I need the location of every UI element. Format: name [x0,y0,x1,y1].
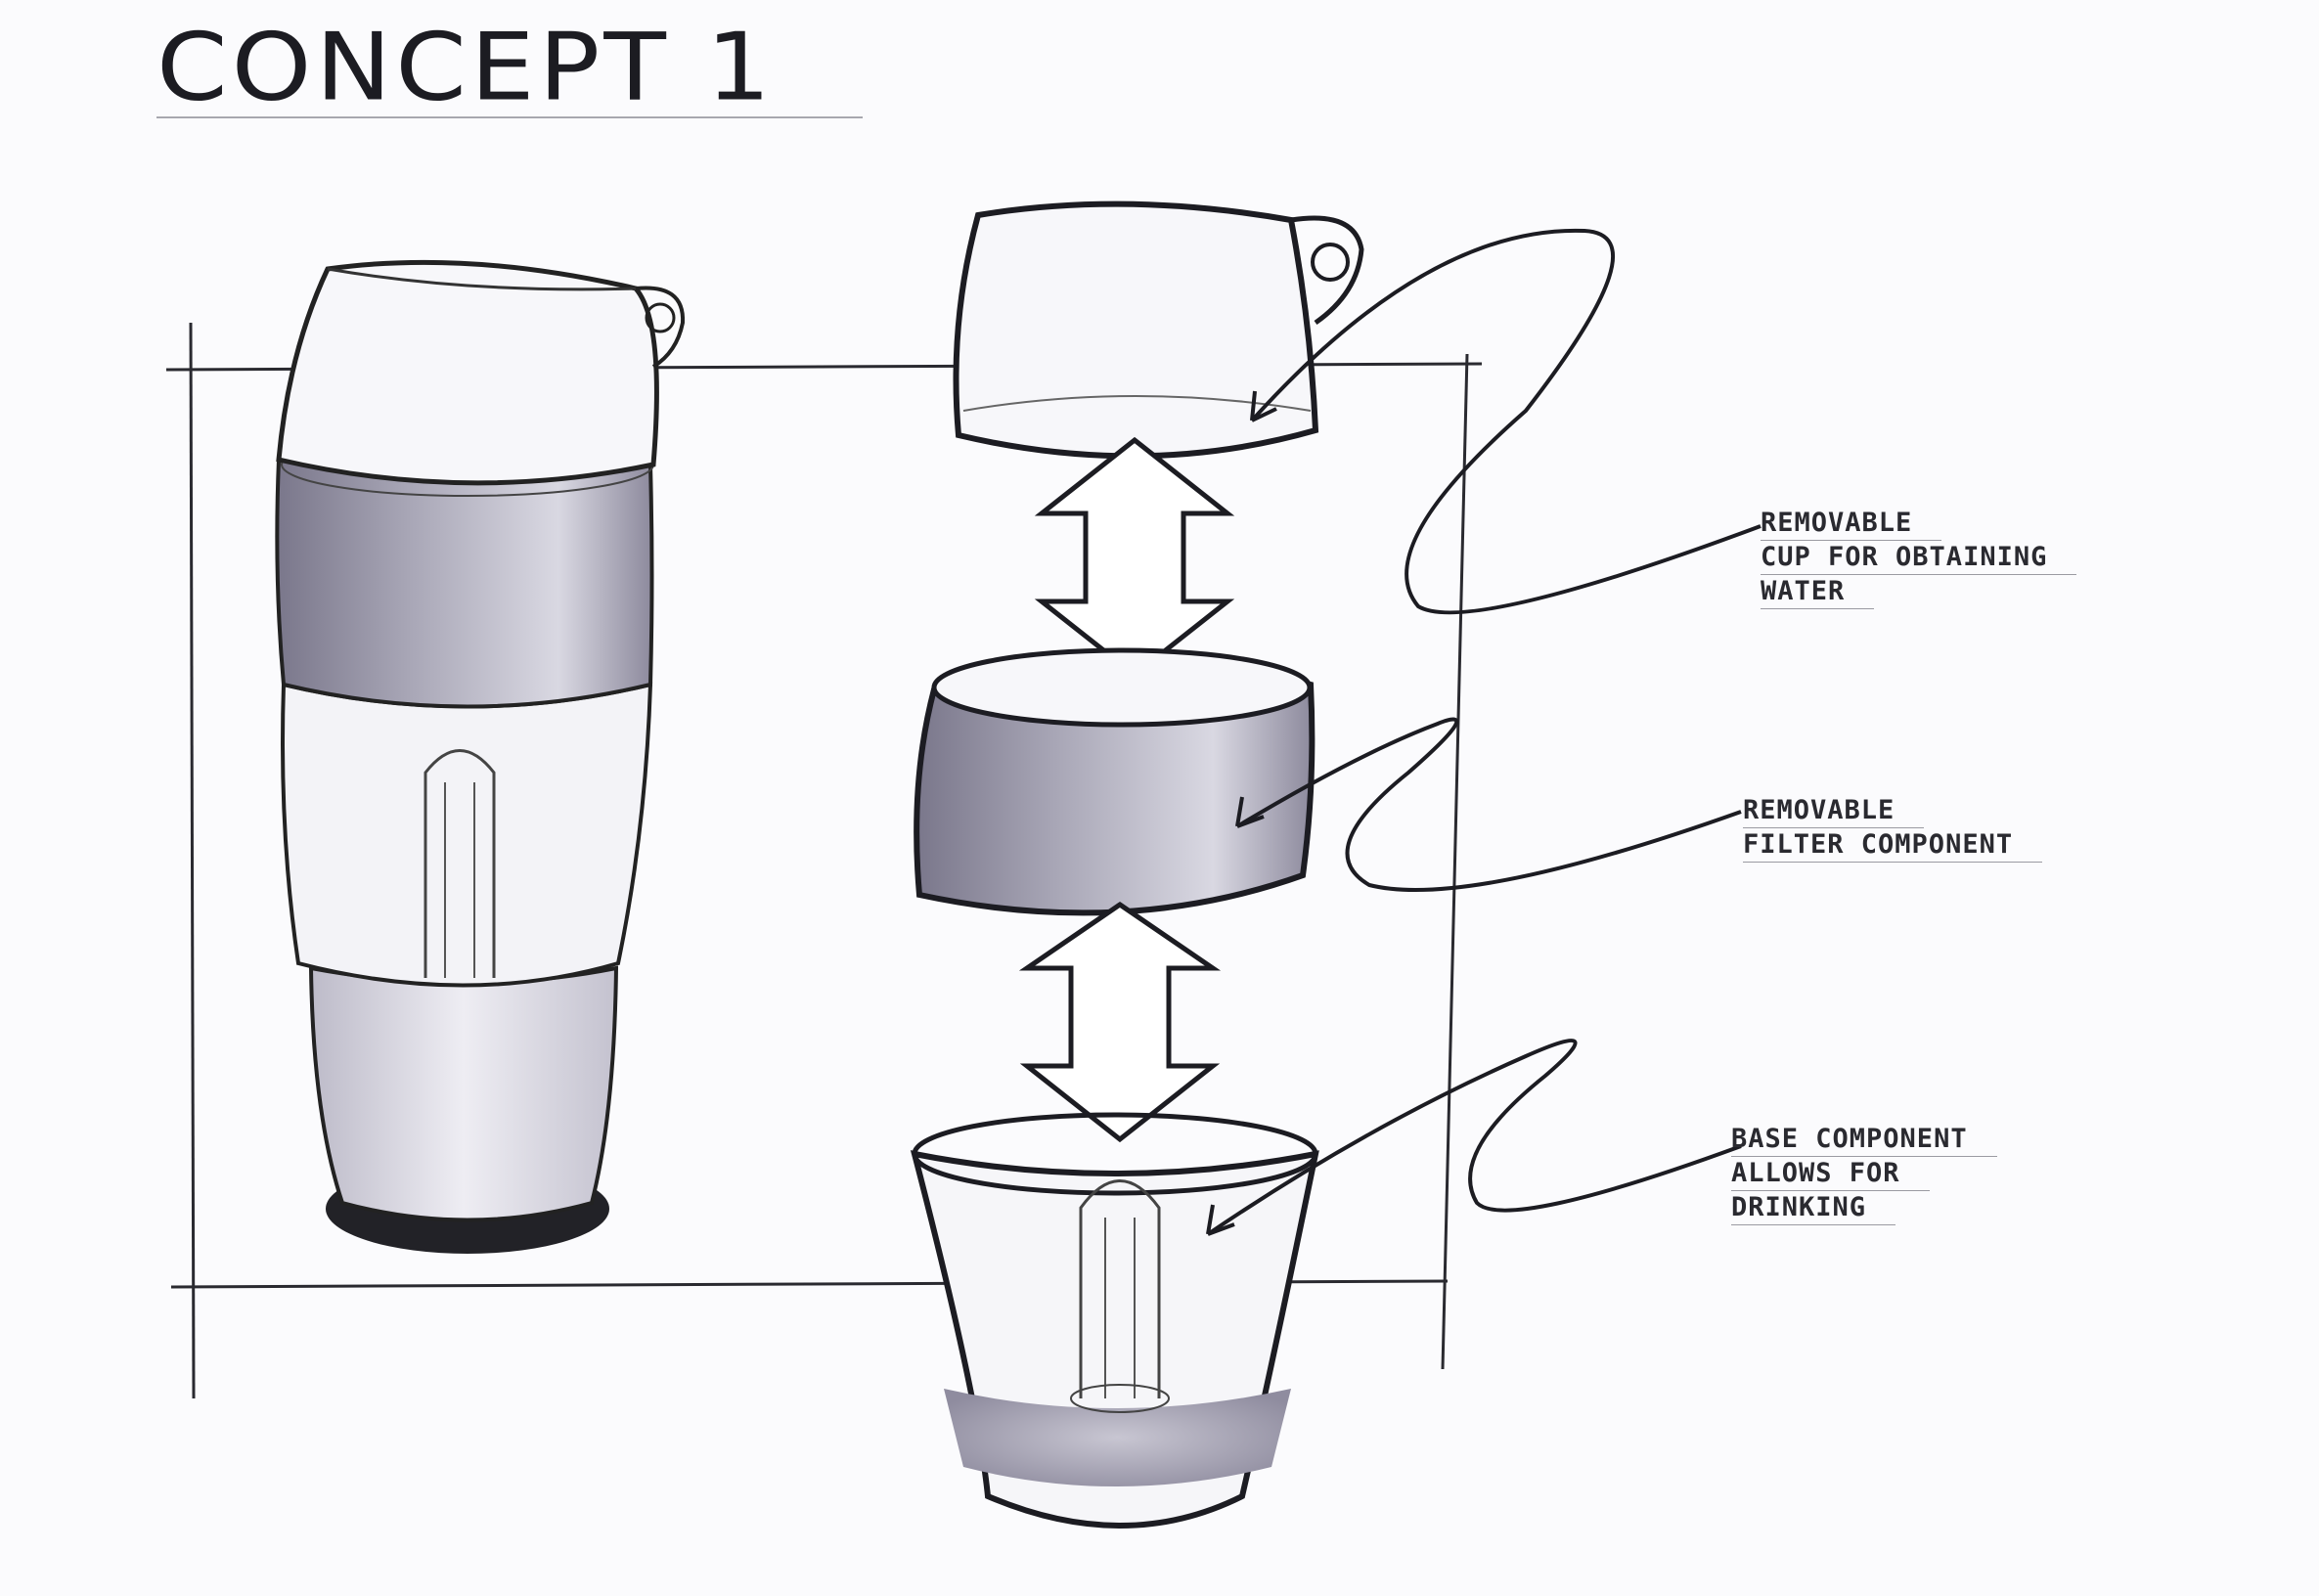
cup-callout-line-1: REMOVABLE [1761,507,1941,541]
sketch-title: CONCEPT 1 [156,18,863,118]
cup-leader [1252,231,1761,613]
exploded-base [914,1115,1316,1526]
filter-callout-line-1: REMOVABLE [1743,794,1924,828]
bottle-bottom-section [311,968,616,1220]
cup-callout-line-2: CUP FOR OBTAINING [1761,541,2076,575]
cup-callout-line-3: WATER [1761,575,1874,609]
assembly-arrow-bottom [1027,905,1213,1139]
filter-callout-line-2: FILTER COMPONENT [1743,828,2042,863]
base-callout-line-3: DRINKING [1731,1191,1895,1225]
exploded-filter [916,650,1312,912]
cup-callout [1761,507,2076,609]
base-callout-line-1: BASE COMPONENT [1731,1123,1997,1157]
exploded-cup [957,204,1362,457]
assembled-bottle [277,262,683,1254]
base-callout-line-2: ALLOWS FOR [1731,1157,1930,1191]
filter-callout [1743,794,2042,863]
assembly-arrow-top [1042,440,1227,675]
base-callout [1731,1123,1997,1225]
bottle-top-cup [279,262,656,482]
bottle-middle-section [283,685,650,986]
